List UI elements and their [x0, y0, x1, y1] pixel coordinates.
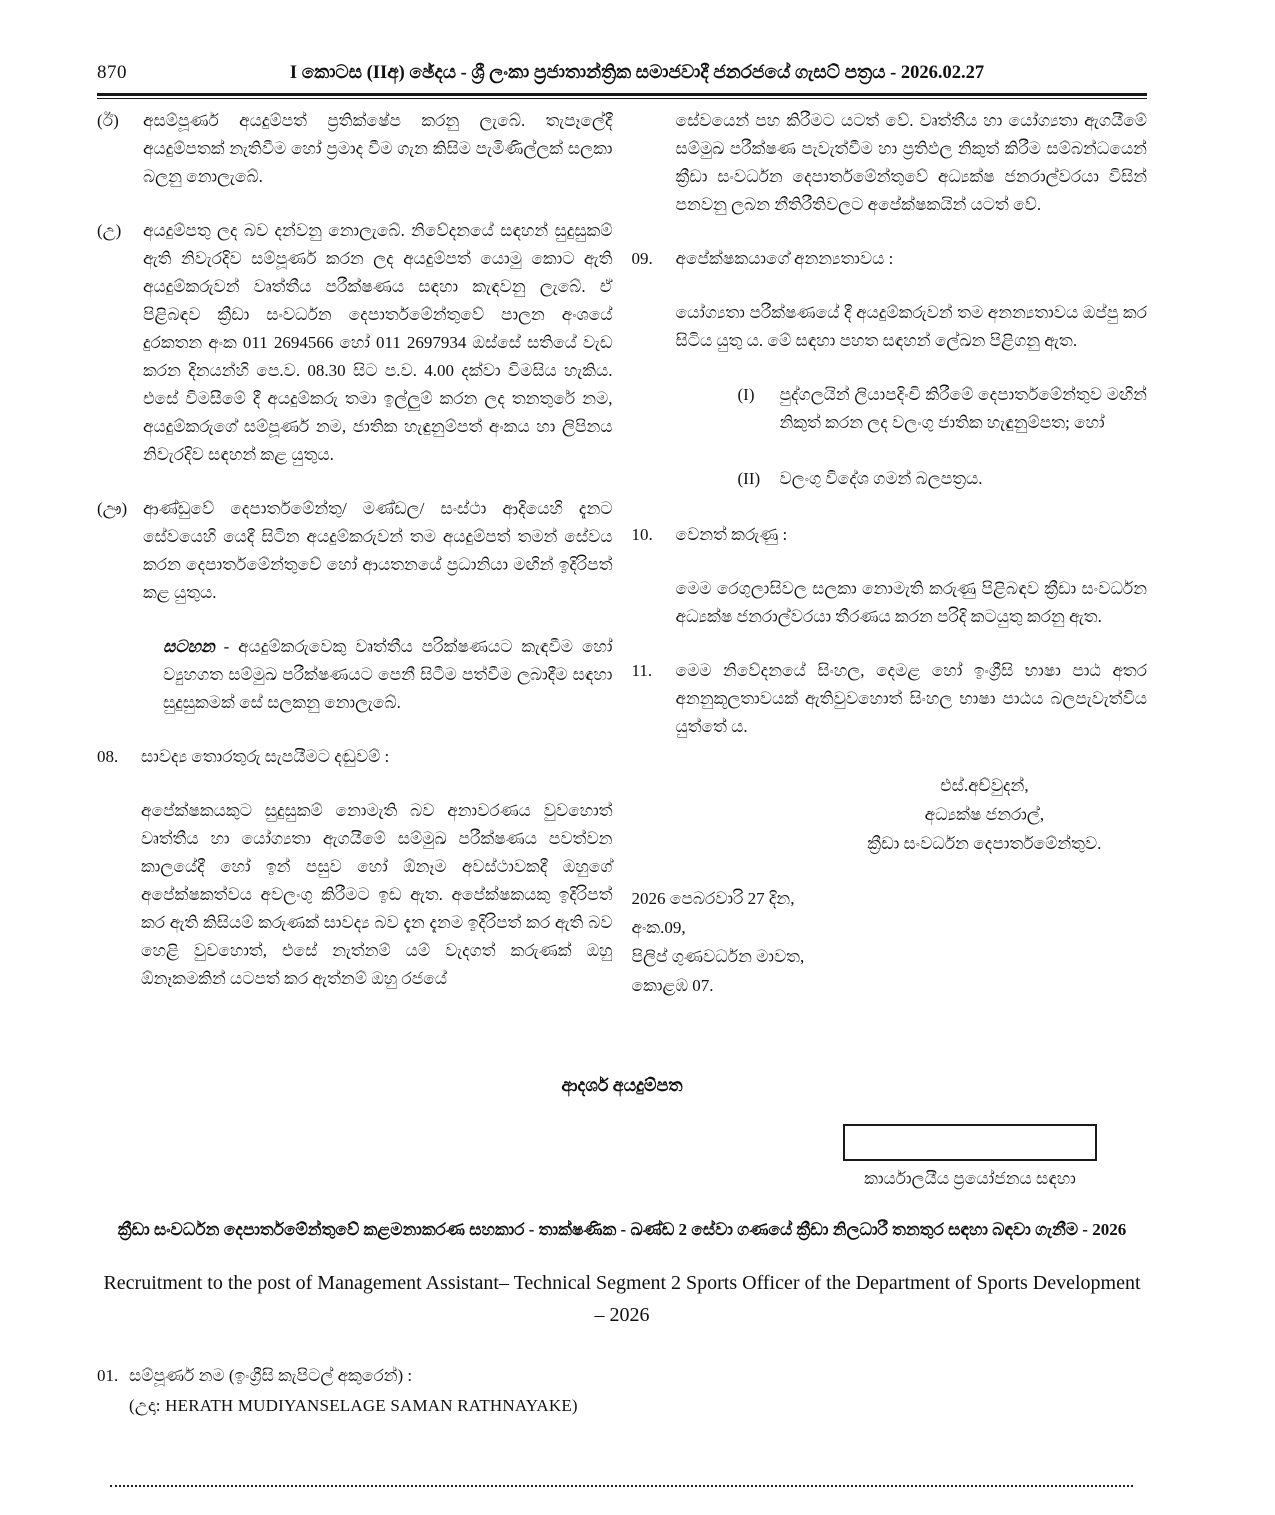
signatory-department: ක්‍රීඩා සංවර්ධන දෙපාර්තමේන්තුව. — [867, 834, 1102, 853]
item-text: මෙම නිවේදනයේ සිංහල, දෙමළ හෝ ඉංග්‍රීසි භාෂා පාඨ අතර අනනුකූලතාවයක් ඇතිවුවහොත් සිංහල භාෂා පාඨය බලපැවැත්විය යුත්තේ ය. — [675, 661, 1147, 736]
list-item-text: අසම්පූර්ණ අයදුම්පත් ප්‍රතික්ෂේප කරනු ලැබේ. තැපෑලේදී අයදුම්පතක් නැතිවීම හෝ ප්‍රමාද වීම ගැන කිසිම පැමිණිල්ලක් සලකා බලනු නොලැබේ. — [143, 111, 613, 186]
item-number: 08. — [97, 747, 119, 766]
gazette-date: 2026 පෙබරවාරි 27 දින, — [631, 889, 795, 908]
list-item-u — [97, 217, 613, 469]
list-item-label: (උ) — [97, 221, 122, 240]
form-item-label: සම්පූර්ණ නම (ඉංග්‍රීසි කැපිටල් අකුරෙන්) : — [129, 1366, 413, 1385]
sub-item-label: (I) — [737, 385, 755, 404]
item-heading: අපේක්ෂකයාගේ අනන්‍යතාවය : — [675, 249, 894, 268]
form-item-01 — [97, 1361, 1147, 1421]
address-line: පිලිප් ගුණවර්ධන මාවත, — [631, 947, 805, 966]
signature-block — [830, 771, 1139, 858]
recruitment-heading-sinhala: ක්‍රීඩා සංවර්ධන දෙපාර්තමේන්තුවේ කළමනාකරණ සහකාර - තාක්ෂණික - ඛණ්ඩ 2 සේවා ගණයේ ක්‍රීඩා නිලධාරී තනතුර සඳහා බඳවා ගැනීම - 2026 — [117, 1220, 1127, 1239]
signatory-designation: අධ්‍යක්ෂ ජනරාල්, — [924, 805, 1045, 824]
item-11 — [632, 657, 1148, 741]
gazette-header-title: I කොටස (IIඅ) ඡේදය - ශ්‍රී ලංකා ප්‍රජාතාන්ත්‍රික සමාජවාදී ජනරජයේ ගැසට් පත්‍රය - 2026.02.27 — [289, 63, 985, 83]
address-line: අංක.09, — [631, 918, 686, 937]
list-item-label: (ඌ) — [97, 499, 128, 518]
model-application-title: ආදර්ශ අයදුම්පත — [561, 1075, 683, 1095]
item-heading: වෙනත් කරුණු : — [675, 525, 788, 544]
office-use-block — [843, 1124, 1097, 1189]
item-number: 10. — [631, 525, 653, 544]
continuation-paragraph: සේවයෙන් පහ කිරීමට යටත් වේ. වෘත්තීය හා යෝග්‍යතා ඇගයීමේ සම්මුඛ පරීක්ෂණ පැවැත්වීම හා ප්‍රතිඵල නිකුත් කිරීම සම්බන්ධයෙන් ක්‍රීඩා සංවර්ධන දෙපාර්තමේන්තුවේ අධ්‍යක්ෂ ජනරාල්වරයා විසින් පනවනු ලබන නීතිරීතිවලට අපේක්ෂකයින් යටත් වේ. — [675, 111, 1147, 214]
header-double-rule — [97, 93, 1147, 99]
form-item-number: 01. — [97, 1366, 119, 1385]
item-09-body: යෝග්‍යතා පරීක්ෂණයේ දී අයදුම්කරුවන් තම අනන්‍යතාවය ඔප්පු කර සිටිය යුතු ය. මේ සඳහා පහත සඳහන් ලේඛන පිළිගනු ඇත. — [675, 303, 1147, 350]
note-text: - අයදුම්කරුවෙකු වෘත්තීය පරික්ෂණයට කැඳවීම හෝ ව්‍යුහගත සම්මුඛ පරීක්ෂණයට පෙනී සිටීම පත්වීම ලබාදීම සඳහා සුදුසුකමක් සේ සලකනු නොලැබේ. — [163, 637, 613, 712]
sub-item-I — [738, 381, 1148, 437]
item-08-body: අපේක්ෂකයකුට සුදුසුකම් නොමැති බව අනාවරණය වුවහොත් වෘත්තීය හා යෝග්‍යතා ඇගයීමේ සම්මුඛ පරීක්ෂණය පවත්වන කාලයේදී හෝ ඉන් පසුව හෝ ඕනෑම අවස්ථාවකදී ඔහුගේ අපේක්ෂකත්වය අවලංගු කිරීමට ඉඩ ඇත. අපේක්ෂකයකු ඉදිරිපත් කර ඇති කිසියම් කරුණක් සාවද්‍ය බව දැන දැනම ඉදිරිපත් කර ඇති බව හෙළි වුවහොත්, එසේ නැත්නම් යම් වැදගත් කරුණක් ඔහු ඕනෑකමකින් යටපත් කර ඇත්නම් ඔහු රජයේ — [141, 801, 613, 988]
office-use-box — [843, 1124, 1097, 1161]
item-10-body: මෙම රෙගුලාසිවල සලකා නොමැති කරුණු පිළිබඳව ක්‍රීඩා සංවර්ධන අධ්‍යක්ෂ ජනරාල්වරයා තීරණය කරන පරිදි කටයුතු කරනු ඇත. — [675, 579, 1147, 626]
recruitment-heading-english: Recruitment to the post of Management Assistant– Technical Segment 2 Sports Officer of the Department of Sports Development – 2026 — [103, 1272, 1141, 1326]
answer-dotted-line — [110, 1485, 1133, 1487]
list-item-text: අයදුම්පතු ලද බව දන්වනු නොලැබේ. නිවේදනයේ සඳහන් සුදුසුකම් ඇති නිවැරදිව සම්පූර්ණ කරන ලද අයදුම්පත් යොමු කොට ඇති අයදුම්කරුවන් වෘත්තීය පරීක්ෂණය සඳහා කැඳවනු ලැබේ. ඒ පිළිබඳව ක්‍රීඩා සංවර්ධන දෙපාර්තමේන්තුවේ පාලන අංශයේ දුරකතන අංක 011 2694566 හෝ 011 2697934 ඔස්සේ සතියේ වැඩ කරන දිනයන්හි පෙ.ව. 08.30 සිට ප.ව. 4.00 දක්වා විමසිය හැකිය. එසේ විමසීමේ දී අයදුම්කරු තමා ඉල්ලුම් කරන ලද තනතුරේ නම, අයදුම්කරුගේ සම්පූර්ණ නම, ජාතික හැඳුනුම්පත් අංකය හා ලිපිනය නිවැරදිව සඳහන් කළ යුතුය. — [143, 221, 613, 464]
page-number: 870 — [97, 62, 127, 83]
signatory-name: එස්.අච්වුදන්, — [940, 776, 1029, 795]
item-heading: සාවද්‍ය තොරතුරු සැපයීමට දඬුවම් : — [141, 747, 390, 766]
item-09-heading — [632, 245, 1148, 273]
left-column — [97, 107, 613, 1019]
address-line: කොළඹ 07. — [631, 976, 714, 995]
note-label: සටහන — [163, 637, 215, 656]
list-item-label: (ඊ) — [97, 111, 119, 130]
right-column — [632, 107, 1148, 1019]
sub-item-label: (II) — [737, 469, 761, 488]
list-item-ii — [97, 107, 613, 191]
two-column-body — [97, 107, 1147, 1019]
form-item-example: (උදා: HERATH MUDIYANSELAGE SAMAN RATHNAYAKE) — [129, 1396, 578, 1415]
list-item-text: ආණ්ඩුවේ දෙපාර්තමේන්තු/ මණ්ඩල/ සංස්ථා ආදියෙහි දැනට සේවයෙහි යෙදී සිටින අයදුම්කරුවන් තම අයදුම්පත් තමන් සේවය කරන දෙපාර්තමේන්තුවේ හෝ ආයතනයේ ප්‍රධානියා මඟින් ඉදිරිපත් කළ යුතුය. — [143, 499, 613, 602]
note-paragraph — [163, 633, 613, 717]
item-08-heading — [97, 743, 613, 771]
list-item-uu — [97, 495, 613, 607]
sub-item-II — [738, 465, 1148, 493]
item-number: 09. — [631, 249, 653, 268]
date-address-block — [632, 884, 1148, 1000]
sub-item-text: වලංගු විදේශ ගමන් බලපත්‍රය. — [779, 469, 983, 488]
office-use-caption: කාර්යාලයීය ප්‍රයෝජනය සඳහා — [864, 1169, 1076, 1188]
page-header — [97, 62, 1147, 84]
item-number: 11. — [631, 661, 653, 680]
sub-item-text: පුද්ගලයින් ලියාපදිංචි කිරීමේ දෙපාර්තමේන්තුව මඟින් නිකුත් කරන ලද වලංගු ජාතික හැඳුනුම්පත; හෝ — [779, 385, 1147, 432]
item-10-heading — [632, 521, 1148, 549]
